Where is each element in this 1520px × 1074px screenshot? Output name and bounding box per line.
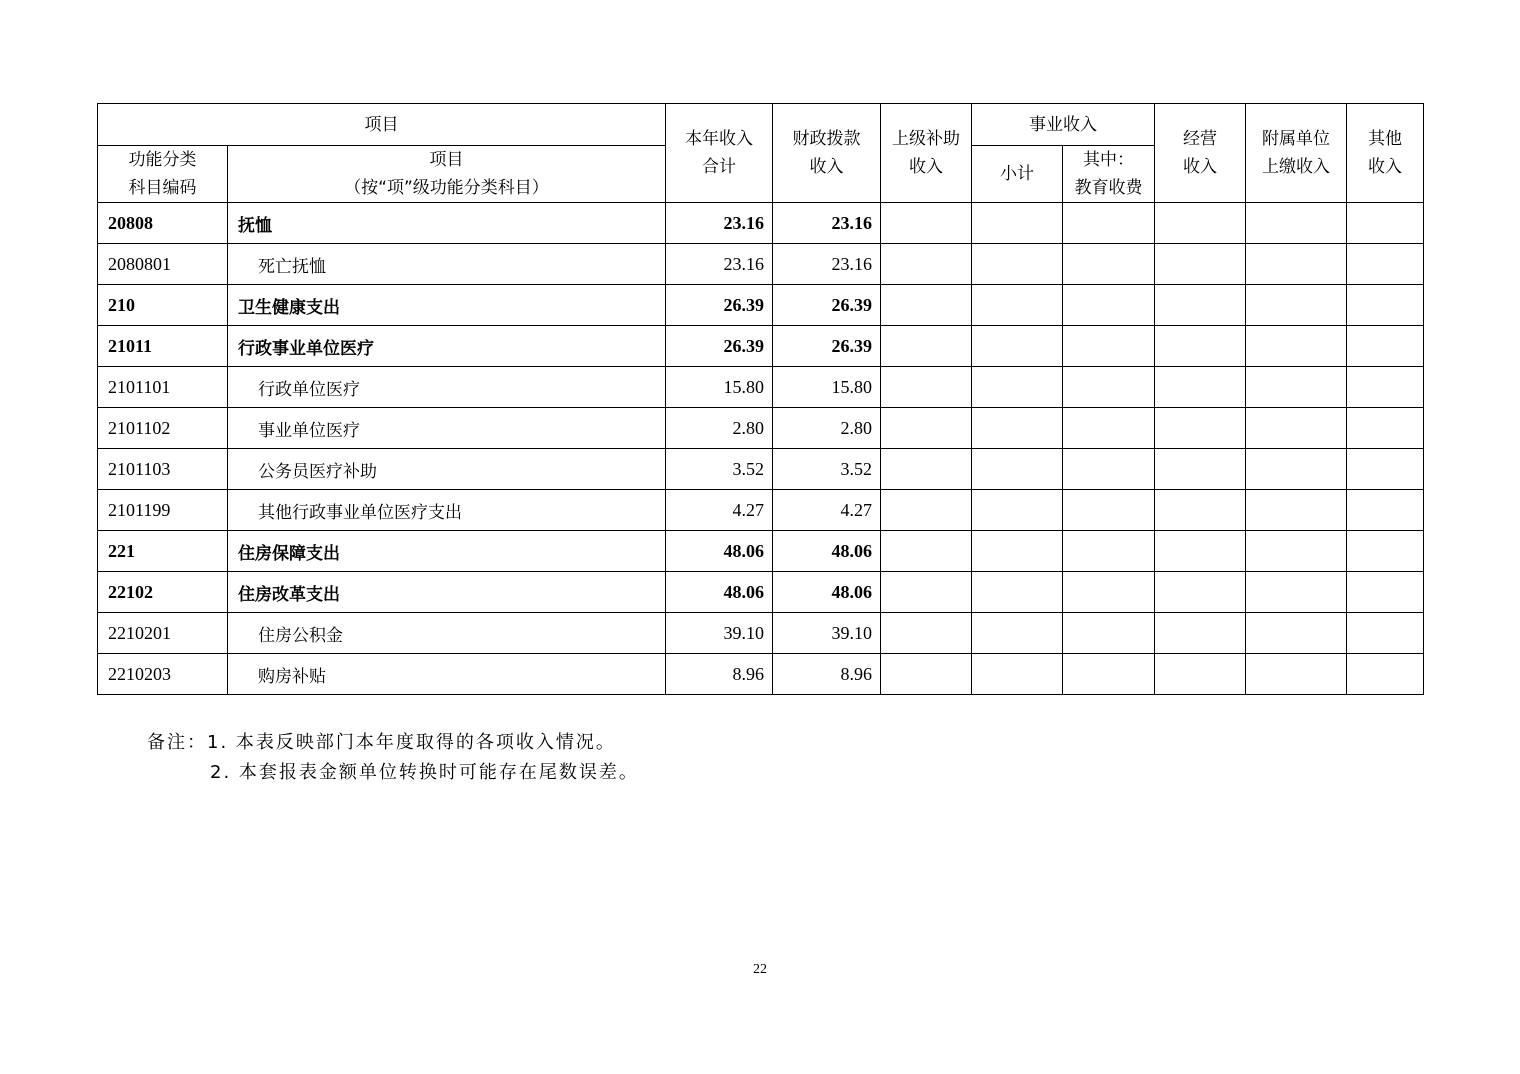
row-fiscal: 23.16 [773, 244, 881, 285]
name-column-header: 项目 （按“项”级功能分类科目） [228, 146, 666, 203]
row-name: 死亡抚恤 [228, 244, 666, 285]
table-row [98, 490, 1424, 531]
fiscal-income-header: 财政拨款 收入 [773, 104, 881, 203]
row-code: 221 [98, 531, 228, 572]
table-row [98, 613, 1424, 654]
row-code: 2101101 [98, 367, 228, 408]
row-fiscal: 23.16 [773, 203, 881, 244]
business-income-header: 经营 收入 [1155, 104, 1246, 203]
affiliate-income-header: 附属单位 上缴收入 [1246, 104, 1347, 203]
row-fiscal: 26.39 [773, 326, 881, 367]
row-fiscal: 2.80 [773, 408, 881, 449]
table-row [98, 408, 1424, 449]
row-code: 210 [98, 285, 228, 326]
row-name: 住房改革支出 [228, 572, 666, 613]
row-code: 22102 [98, 572, 228, 613]
income-table [97, 103, 1424, 695]
row-total: 48.06 [666, 572, 773, 613]
row-fiscal: 8.96 [773, 654, 881, 695]
table-row [98, 326, 1424, 367]
table-row [98, 654, 1424, 695]
table-row [98, 285, 1424, 326]
row-code: 2210201 [98, 613, 228, 654]
row-name: 事业单位医疗 [228, 408, 666, 449]
row-name: 抚恤 [228, 203, 666, 244]
row-name: 住房公积金 [228, 613, 666, 654]
row-name: 其他行政事业单位医疗支出 [228, 490, 666, 531]
note-line-1: 备注：1. 本表反映部门本年度取得的各项收入情况。 [147, 732, 616, 753]
row-total: 4.27 [666, 490, 773, 531]
row-fiscal: 15.80 [773, 367, 881, 408]
item-group-header: 项目 [98, 104, 666, 146]
row-total: 48.06 [666, 531, 773, 572]
note-line-2: 2. 本套报表金额单位转换时可能存在尾数误差。 [210, 762, 639, 783]
career-income-group-header: 事业收入 [972, 104, 1155, 146]
code-column-header: 功能分类 科目编码 [98, 146, 228, 203]
row-code: 21011 [98, 326, 228, 367]
row-name: 住房保障支出 [228, 531, 666, 572]
row-fiscal: 48.06 [773, 531, 881, 572]
table-row [98, 244, 1424, 285]
row-total: 15.80 [666, 367, 773, 408]
table-row [98, 449, 1424, 490]
table-row [98, 367, 1424, 408]
row-name: 行政单位医疗 [228, 367, 666, 408]
table-row [98, 531, 1424, 572]
row-total: 26.39 [666, 326, 773, 367]
superior-subsidy-header: 上级补助 收入 [881, 104, 972, 203]
row-total: 26.39 [666, 285, 773, 326]
row-name: 公务员医疗补助 [228, 449, 666, 490]
row-fiscal: 26.39 [773, 285, 881, 326]
career-subtotal-header: 小计 [972, 146, 1063, 203]
row-name: 卫生健康支出 [228, 285, 666, 326]
row-name: 行政事业单位医疗 [228, 326, 666, 367]
row-name: 购房补贴 [228, 654, 666, 695]
page-number: 22 [753, 962, 767, 977]
total-income-header: 本年收入 合计 [666, 104, 773, 203]
row-fiscal: 48.06 [773, 572, 881, 613]
row-code: 2101102 [98, 408, 228, 449]
row-fiscal: 39.10 [773, 613, 881, 654]
row-total: 2.80 [666, 408, 773, 449]
row-fiscal: 3.52 [773, 449, 881, 490]
row-total: 23.16 [666, 203, 773, 244]
row-code: 2101103 [98, 449, 228, 490]
row-code: 2080801 [98, 244, 228, 285]
row-total: 23.16 [666, 244, 773, 285]
row-total: 8.96 [666, 654, 773, 695]
row-fiscal: 4.27 [773, 490, 881, 531]
row-total: 39.10 [666, 613, 773, 654]
row-code: 20808 [98, 203, 228, 244]
table-row [98, 572, 1424, 613]
career-education-fee-header: 其中： 教育收费 [1063, 146, 1155, 203]
table-row [98, 203, 1424, 244]
row-code: 2210203 [98, 654, 228, 695]
row-code: 2101199 [98, 490, 228, 531]
row-total: 3.52 [666, 449, 773, 490]
table-notes [147, 728, 639, 788]
other-income-header: 其他 收入 [1347, 104, 1424, 203]
